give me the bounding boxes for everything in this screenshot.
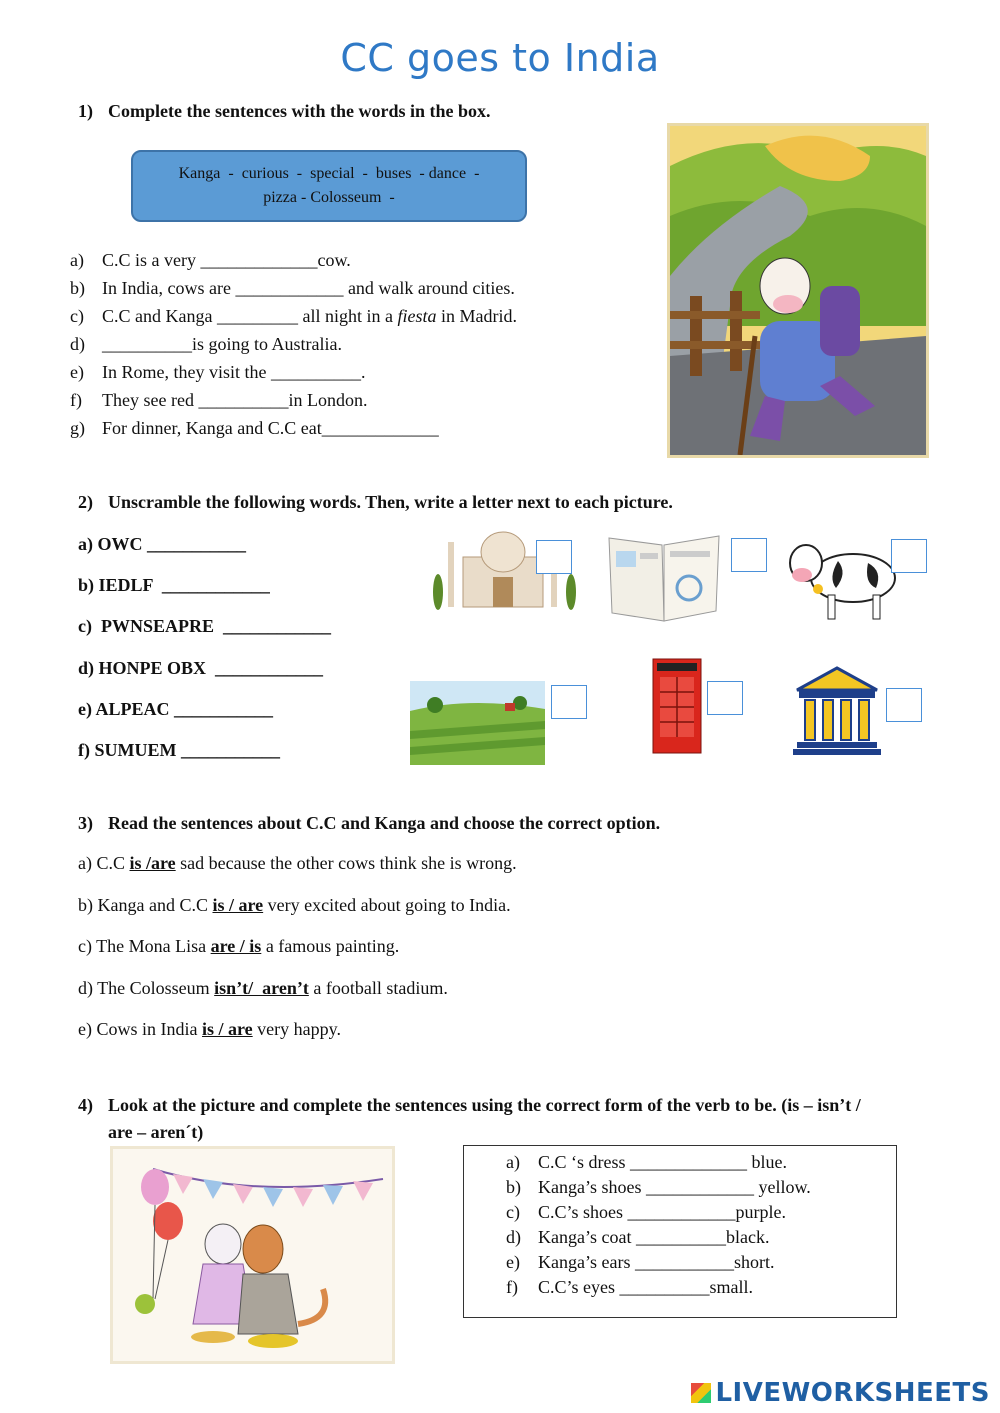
choice-option[interactable]: are / is <box>210 936 262 956</box>
choice-option[interactable]: is /are <box>129 853 176 873</box>
answer-box-phone-box[interactable] <box>707 681 743 715</box>
unscramble-item: e) ALPEAC ___________ <box>78 699 273 719</box>
liveworksheets-logo-icon <box>691 1383 711 1403</box>
choice-sentence: d) The Colosseum isn’t/ aren’t a football stadium. <box>78 978 448 998</box>
section1-heading <box>78 101 490 122</box>
list-item: f) They see red __________in London. <box>70 390 368 410</box>
list-item: f) C.C’s eyes __________small. <box>506 1277 753 1297</box>
section1-list <box>70 250 517 446</box>
list-item: d) Kanga’s coat __________black. <box>506 1227 770 1247</box>
section2-heading <box>78 492 673 513</box>
section4-heading <box>78 1092 978 1146</box>
word-box-line1: Kanga - curious - special - buses - dance - <box>178 165 480 182</box>
section3-heading-text: Read the sentences about C.C and Kanga and choose the correct option. <box>108 813 661 833</box>
unscramble-item: d) HONPE OBX ____________ <box>78 658 324 678</box>
list-item: e) Kanga’s ears ___________short. <box>506 1252 775 1272</box>
section1-number: 1) <box>78 101 93 121</box>
section4-heading-line2: are – aren´t) <box>108 1122 204 1142</box>
word-box <box>131 150 527 222</box>
section3-heading <box>78 813 660 834</box>
section1-heading-text: Complete the sentences with the words in the box. <box>108 101 491 121</box>
answer-box-cow[interactable] <box>891 539 927 573</box>
list-item: c) C.C’s shoes ____________purple. <box>506 1202 787 1222</box>
unscramble-item: a) OWC ___________ <box>78 534 246 554</box>
party-illustration <box>110 1146 395 1364</box>
list-item: b) Kanga’s shoes ____________ yellow. <box>506 1177 811 1197</box>
cow-picture <box>778 533 900 623</box>
phone-box-picture <box>651 655 703 755</box>
page-title: CC goes to India <box>340 36 660 80</box>
section4-heading-line1: Look at the picture and complete the sentences using the correct form of the verb to be. (is – isn’t / <box>108 1095 861 1115</box>
unscramble-item: b) IEDLF ____________ <box>78 575 270 595</box>
list-item: a) C.C is a very _____________cow. <box>70 250 351 270</box>
choice-sentence: c) The Mona Lisa are / is a famous painting. <box>78 936 400 956</box>
list-item: d) __________is going to Australia. <box>70 334 342 354</box>
list-item: b) In India, cows are ____________ and walk around cities. <box>70 278 515 298</box>
choice-option[interactable]: is / are <box>212 895 264 915</box>
list-item: c) C.C and Kanga _________ all night in a fiesta in Madrid. <box>70 306 517 326</box>
answer-box-field[interactable] <box>551 685 587 719</box>
answer-box-taj-mahal[interactable] <box>536 540 572 574</box>
list-item: g) For dinner, Kanga and C.C eat_____________ <box>70 418 439 438</box>
answer-box-newspaper[interactable] <box>731 538 767 572</box>
field-picture <box>410 681 545 765</box>
choice-sentence: b) Kanga and C.C is / are very excited about going to India. <box>78 895 511 915</box>
choice-sentence: e) Cows in India is / are very happy. <box>78 1019 341 1039</box>
list-item: e) In Rome, they visit the __________. <box>70 362 366 382</box>
logo-text: LIVEWORKSHEETS <box>715 1378 990 1408</box>
word-box-line2: pizza - Colosseum - <box>263 189 395 206</box>
section2-heading-text: Unscramble the following words. Then, write a letter next to each picture. <box>108 492 673 512</box>
museum-picture <box>793 664 881 756</box>
section2-number: 2) <box>78 492 93 512</box>
choice-option[interactable]: is / are <box>201 1019 253 1039</box>
unscramble-item: f) SUMUEM ___________ <box>78 740 280 760</box>
unscramble-item: c) PWNSEAPRE ____________ <box>78 616 331 636</box>
choice-option[interactable]: isn’t/ aren’t <box>214 978 309 998</box>
list-item: a) C.C ‘s dress _____________ blue. <box>506 1152 787 1172</box>
choice-sentence: a) C.C is /are sad because the other cows think she is wrong. <box>78 853 517 873</box>
liveworksheets-logo[interactable] <box>691 1378 990 1408</box>
cow-hiking-illustration <box>667 123 929 458</box>
newspaper-picture <box>604 533 724 623</box>
answer-box-museum[interactable] <box>886 688 922 722</box>
section3-number: 3) <box>78 813 93 833</box>
section4-sentence-box <box>463 1145 897 1318</box>
section4-number: 4) <box>78 1095 93 1115</box>
